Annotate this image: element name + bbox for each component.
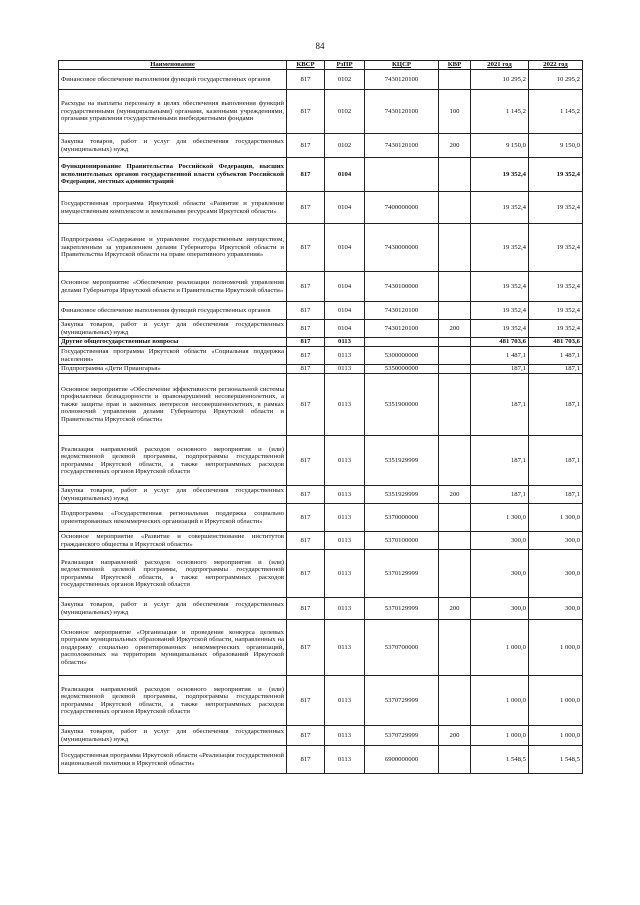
table-row xyxy=(59,504,583,532)
cell-kcsr: 7430120100 xyxy=(365,90,439,134)
cell-name: Расходы на выплаты персоналу в целях обеспечения выполнения функций государственными (муниципальными) органами, казенными учреждениями, органами управления государственными внебюджетными фондами xyxy=(59,90,287,134)
cell-2021: 19 352,4 xyxy=(471,224,529,272)
cell-2021: 1 300,0 xyxy=(471,504,529,532)
cell-kvsr: 817 xyxy=(287,134,325,158)
cell-rzpr: 0104 xyxy=(325,192,365,224)
cell-rzpr: 0113 xyxy=(325,374,365,436)
cell-rzpr: 0113 xyxy=(325,486,365,504)
cell-2022: 1 548,5 xyxy=(529,746,583,774)
cell-2022: 1 000,0 xyxy=(529,726,583,746)
table-row xyxy=(59,338,583,347)
cell-rzpr: 0113 xyxy=(325,620,365,676)
cell-kvsr: 817 xyxy=(287,374,325,436)
cell-name: Другие общегосударственные вопросы xyxy=(59,338,287,347)
cell-name: Закупка товаров, работ и услуг для обеспечения государственных (муниципальных) нужд xyxy=(59,598,287,620)
cell-rzpr: 0113 xyxy=(325,550,365,598)
cell-kcsr: 7430100000 xyxy=(365,272,439,302)
cell-2021: 1 548,5 xyxy=(471,746,529,774)
cell-kcsr: 7400000000 xyxy=(365,192,439,224)
cell-rzpr: 0113 xyxy=(325,436,365,486)
cell-2022: 9 150,0 xyxy=(529,134,583,158)
cell-kvsr: 817 xyxy=(287,676,325,726)
table-row xyxy=(59,347,583,365)
cell-kvr: 200 xyxy=(439,134,471,158)
cell-kcsr: 5370700000 xyxy=(365,620,439,676)
cell-2022: 19 352,4 xyxy=(529,224,583,272)
cell-2022: 19 352,4 xyxy=(529,272,583,302)
table-row xyxy=(59,90,583,134)
cell-kvr: 200 xyxy=(439,320,471,338)
table-row xyxy=(59,746,583,774)
cell-kcsr xyxy=(365,338,439,347)
cell-2022: 10 295,2 xyxy=(529,70,583,90)
table-row xyxy=(59,302,583,320)
cell-2021: 481 703,6 xyxy=(471,338,529,347)
table-row xyxy=(59,70,583,90)
cell-rzpr: 0104 xyxy=(325,158,365,192)
cell-2022: 19 352,4 xyxy=(529,158,583,192)
cell-kvsr: 817 xyxy=(287,726,325,746)
cell-2021: 187,1 xyxy=(471,436,529,486)
cell-rzpr: 0104 xyxy=(325,224,365,272)
cell-rzpr: 0104 xyxy=(325,320,365,338)
cell-name: Государственная программа Иркутской области «Реализация государственной национальной политики в Иркутской области» xyxy=(59,746,287,774)
page-number: 84 xyxy=(315,41,325,51)
cell-kvsr: 817 xyxy=(287,532,325,550)
header-kcsr: КЦСР xyxy=(365,61,439,70)
cell-kvsr: 817 xyxy=(287,365,325,374)
cell-rzpr: 0113 xyxy=(325,532,365,550)
cell-kvsr: 817 xyxy=(287,224,325,272)
cell-rzpr: 0104 xyxy=(325,272,365,302)
cell-kvr xyxy=(439,374,471,436)
cell-kvr xyxy=(439,70,471,90)
table-row xyxy=(59,676,583,726)
cell-2021: 19 352,4 xyxy=(471,192,529,224)
cell-name: Финансовое обеспечение выполнения функций государственных органов xyxy=(59,70,287,90)
cell-2021: 19 352,4 xyxy=(471,272,529,302)
cell-2021: 1 000,0 xyxy=(471,676,529,726)
cell-rzpr: 0113 xyxy=(325,598,365,620)
cell-2021: 9 150,0 xyxy=(471,134,529,158)
table-row xyxy=(59,532,583,550)
cell-name: Реализация направлений расходов основного мероприятия и (или) ведомственной целевой программы, подпрограммы государственной программы Иркутской области, а также непрограммных расходов государственных органов Иркутской области xyxy=(59,436,287,486)
cell-name: Финансовое обеспечение выполнения функций государственных органов xyxy=(59,302,287,320)
header-2022: 2022 год xyxy=(529,61,583,70)
header-kvr: КВР xyxy=(439,61,471,70)
cell-kvsr: 817 xyxy=(287,158,325,192)
cell-kvsr: 817 xyxy=(287,746,325,774)
cell-name: Закупка товаров, работ и услуг для обеспечения государственных (муниципальных) нужд xyxy=(59,726,287,746)
cell-2021: 1 000,0 xyxy=(471,620,529,676)
table-row xyxy=(59,272,583,302)
cell-name: Основное мероприятие «Развитие и совершенствование институтов гражданского общества в Иркутской области» xyxy=(59,532,287,550)
cell-name: Основное мероприятие «Обеспечение эффективности региональной системы профилактики безнадзорности и правонарушений несовершеннолетних, а также защиты прав и законных интересов несовершеннолетних, в рамках полномочий управления делами Губернатора Иркутской области и Правительства Иркутской области» xyxy=(59,374,287,436)
cell-rzpr: 0102 xyxy=(325,134,365,158)
table-row xyxy=(59,365,583,374)
cell-kvr xyxy=(439,158,471,192)
cell-kvsr: 817 xyxy=(287,486,325,504)
cell-kcsr: 5370000000 xyxy=(365,504,439,532)
cell-name: Реализация направлений расходов основного мероприятия и (или) ведомственной целевой программы, подпрограммы государственной программы Иркутской области, а также непрограммных расходов государственных органов Иркутской области xyxy=(59,676,287,726)
cell-2021: 19 352,4 xyxy=(471,302,529,320)
table-row xyxy=(59,598,583,620)
cell-kvr xyxy=(439,272,471,302)
cell-2021: 300,0 xyxy=(471,598,529,620)
cell-2022: 300,0 xyxy=(529,598,583,620)
cell-kvr xyxy=(439,620,471,676)
cell-kvr xyxy=(439,436,471,486)
cell-kvr xyxy=(439,532,471,550)
table-row xyxy=(59,224,583,272)
cell-kcsr xyxy=(365,158,439,192)
cell-name: Закупка товаров, работ и услуг для обеспечения государственных (муниципальных) нужд xyxy=(59,134,287,158)
table-row xyxy=(59,192,583,224)
cell-name: Государственная программа Иркутской области «Развитие и управление имущественным комплексом и земельными ресурсами Иркутской области» xyxy=(59,192,287,224)
cell-rzpr: 0104 xyxy=(325,302,365,320)
cell-name: Закупка товаров, работ и услуг для обеспечения государственных (муниципальных) нужд xyxy=(59,486,287,504)
cell-2021: 187,1 xyxy=(471,365,529,374)
cell-2021: 1 000,0 xyxy=(471,726,529,746)
cell-2022: 19 352,4 xyxy=(529,302,583,320)
cell-2022: 19 352,4 xyxy=(529,320,583,338)
header-name: Наименование xyxy=(59,61,287,70)
cell-kvr: 200 xyxy=(439,726,471,746)
cell-2022: 1 300,0 xyxy=(529,504,583,532)
cell-rzpr: 0102 xyxy=(325,90,365,134)
cell-kvsr: 817 xyxy=(287,436,325,486)
table-row xyxy=(59,550,583,598)
table-row xyxy=(59,726,583,746)
cell-kcsr: 7430120100 xyxy=(365,134,439,158)
cell-kvsr: 817 xyxy=(287,192,325,224)
cell-kvr xyxy=(439,224,471,272)
cell-name: Основное мероприятие «Организация и проведение конкурса целевых программ муниципальных образований Иркутской области, направленных на поддержку социально ориентированных некоммерческих организаций, расположенных на территории муниципальных образований Иркутской области» xyxy=(59,620,287,676)
cell-kcsr: 6900000000 xyxy=(365,746,439,774)
cell-2022: 1 487,1 xyxy=(529,347,583,365)
cell-kvsr: 817 xyxy=(287,338,325,347)
cell-name: Подпрограмма «Содержание и управление государственным имуществом, закрепленным за управлением делами Губернатора Иркутской области и Правительства Иркутской области на праве оперативного управления» xyxy=(59,224,287,272)
cell-kcsr: 5351900000 xyxy=(365,374,439,436)
cell-kvsr: 817 xyxy=(287,320,325,338)
table-row xyxy=(59,158,583,192)
cell-name: Реализация направлений расходов основного мероприятия и (или) ведомственной целевой программы, подпрограммы государственной программы Иркутской области, а также непрограммных расходов государственных органов Иркутской области xyxy=(59,550,287,598)
cell-2022: 300,0 xyxy=(529,532,583,550)
cell-kcsr: 5370729999 xyxy=(365,726,439,746)
cell-2022: 300,0 xyxy=(529,550,583,598)
table-row xyxy=(59,486,583,504)
cell-kcsr: 5370729999 xyxy=(365,676,439,726)
cell-2021: 10 295,2 xyxy=(471,70,529,90)
table-row xyxy=(59,134,583,158)
header-kvsr: КВСР xyxy=(287,61,325,70)
cell-name: Функционирование Правительства Российской Федерации, высших исполнительных органов государственной власти субъектов Российской Федерации, местных администраций xyxy=(59,158,287,192)
cell-kvr: 200 xyxy=(439,598,471,620)
cell-kvr xyxy=(439,302,471,320)
table-body xyxy=(59,70,583,774)
cell-name: Государственная программа Иркутской области «Социальная поддержка населения» xyxy=(59,347,287,365)
table-header-row xyxy=(59,61,583,70)
cell-2022: 1 000,0 xyxy=(529,676,583,726)
cell-2021: 19 352,4 xyxy=(471,158,529,192)
cell-name: Подпрограмма «Дети Приангарья» xyxy=(59,365,287,374)
cell-2021: 300,0 xyxy=(471,550,529,598)
cell-rzpr: 0113 xyxy=(325,676,365,726)
cell-kvsr: 817 xyxy=(287,272,325,302)
cell-rzpr: 0113 xyxy=(325,338,365,347)
cell-kvr: 200 xyxy=(439,486,471,504)
budget-table xyxy=(58,60,583,774)
table-row xyxy=(59,620,583,676)
table-row xyxy=(59,320,583,338)
cell-name: Основное мероприятие «Обеспечение реализации полномочий управления делами Губернатора Иркутской области и Правительства Иркутской области» xyxy=(59,272,287,302)
cell-rzpr: 0102 xyxy=(325,70,365,90)
cell-2021: 300,0 xyxy=(471,532,529,550)
cell-rzpr: 0113 xyxy=(325,365,365,374)
cell-kvsr: 817 xyxy=(287,302,325,320)
table-row xyxy=(59,436,583,486)
table-row xyxy=(59,374,583,436)
cell-2022: 1 000,0 xyxy=(529,620,583,676)
cell-kvsr: 817 xyxy=(287,620,325,676)
cell-2021: 187,1 xyxy=(471,374,529,436)
cell-kcsr: 5370129999 xyxy=(365,598,439,620)
cell-2022: 1 145,2 xyxy=(529,90,583,134)
cell-kvr xyxy=(439,676,471,726)
cell-2022: 481 703,6 xyxy=(529,338,583,347)
cell-kcsr: 5351929999 xyxy=(365,436,439,486)
cell-kcsr: 5351929999 xyxy=(365,486,439,504)
cell-kcsr: 5350000000 xyxy=(365,365,439,374)
cell-kvr xyxy=(439,504,471,532)
cell-2021: 1 487,1 xyxy=(471,347,529,365)
cell-kcsr: 7430120100 xyxy=(365,320,439,338)
cell-rzpr: 0113 xyxy=(325,347,365,365)
cell-kvr xyxy=(439,347,471,365)
cell-name: Закупка товаров, работ и услуг для обеспечения государственных (муниципальных) нужд xyxy=(59,320,287,338)
cell-kcsr: 5370129999 xyxy=(365,550,439,598)
cell-kcsr: 7430120100 xyxy=(365,70,439,90)
header-rzpr: РзПР xyxy=(325,61,365,70)
cell-kcsr: 5300000000 xyxy=(365,347,439,365)
cell-kcsr: 7430120100 xyxy=(365,302,439,320)
cell-rzpr: 0113 xyxy=(325,746,365,774)
cell-2022: 187,1 xyxy=(529,374,583,436)
cell-kvsr: 817 xyxy=(287,90,325,134)
cell-kvr xyxy=(439,746,471,774)
header-2021: 2021 год xyxy=(471,61,529,70)
cell-kvr: 100 xyxy=(439,90,471,134)
cell-2022: 187,1 xyxy=(529,365,583,374)
cell-kvr xyxy=(439,338,471,347)
cell-rzpr: 0113 xyxy=(325,726,365,746)
cell-2021: 19 352,4 xyxy=(471,320,529,338)
cell-2022: 19 352,4 xyxy=(529,192,583,224)
cell-name: Подпрограмма «Государственная региональная поддержка социально ориентированных некоммерческих организаций в Иркутской области» xyxy=(59,504,287,532)
cell-2021: 187,1 xyxy=(471,486,529,504)
cell-kvr xyxy=(439,192,471,224)
cell-2021: 1 145,2 xyxy=(471,90,529,134)
cell-rzpr: 0113 xyxy=(325,504,365,532)
cell-kcsr: 5370100000 xyxy=(365,532,439,550)
cell-kvr xyxy=(439,365,471,374)
cell-2022: 187,1 xyxy=(529,486,583,504)
cell-kvsr: 817 xyxy=(287,504,325,532)
cell-kvsr: 817 xyxy=(287,70,325,90)
cell-kcsr: 7430000000 xyxy=(365,224,439,272)
cell-kvsr: 817 xyxy=(287,598,325,620)
cell-kvr xyxy=(439,550,471,598)
cell-kvsr: 817 xyxy=(287,347,325,365)
cell-2022: 187,1 xyxy=(529,436,583,486)
cell-kvsr: 817 xyxy=(287,550,325,598)
